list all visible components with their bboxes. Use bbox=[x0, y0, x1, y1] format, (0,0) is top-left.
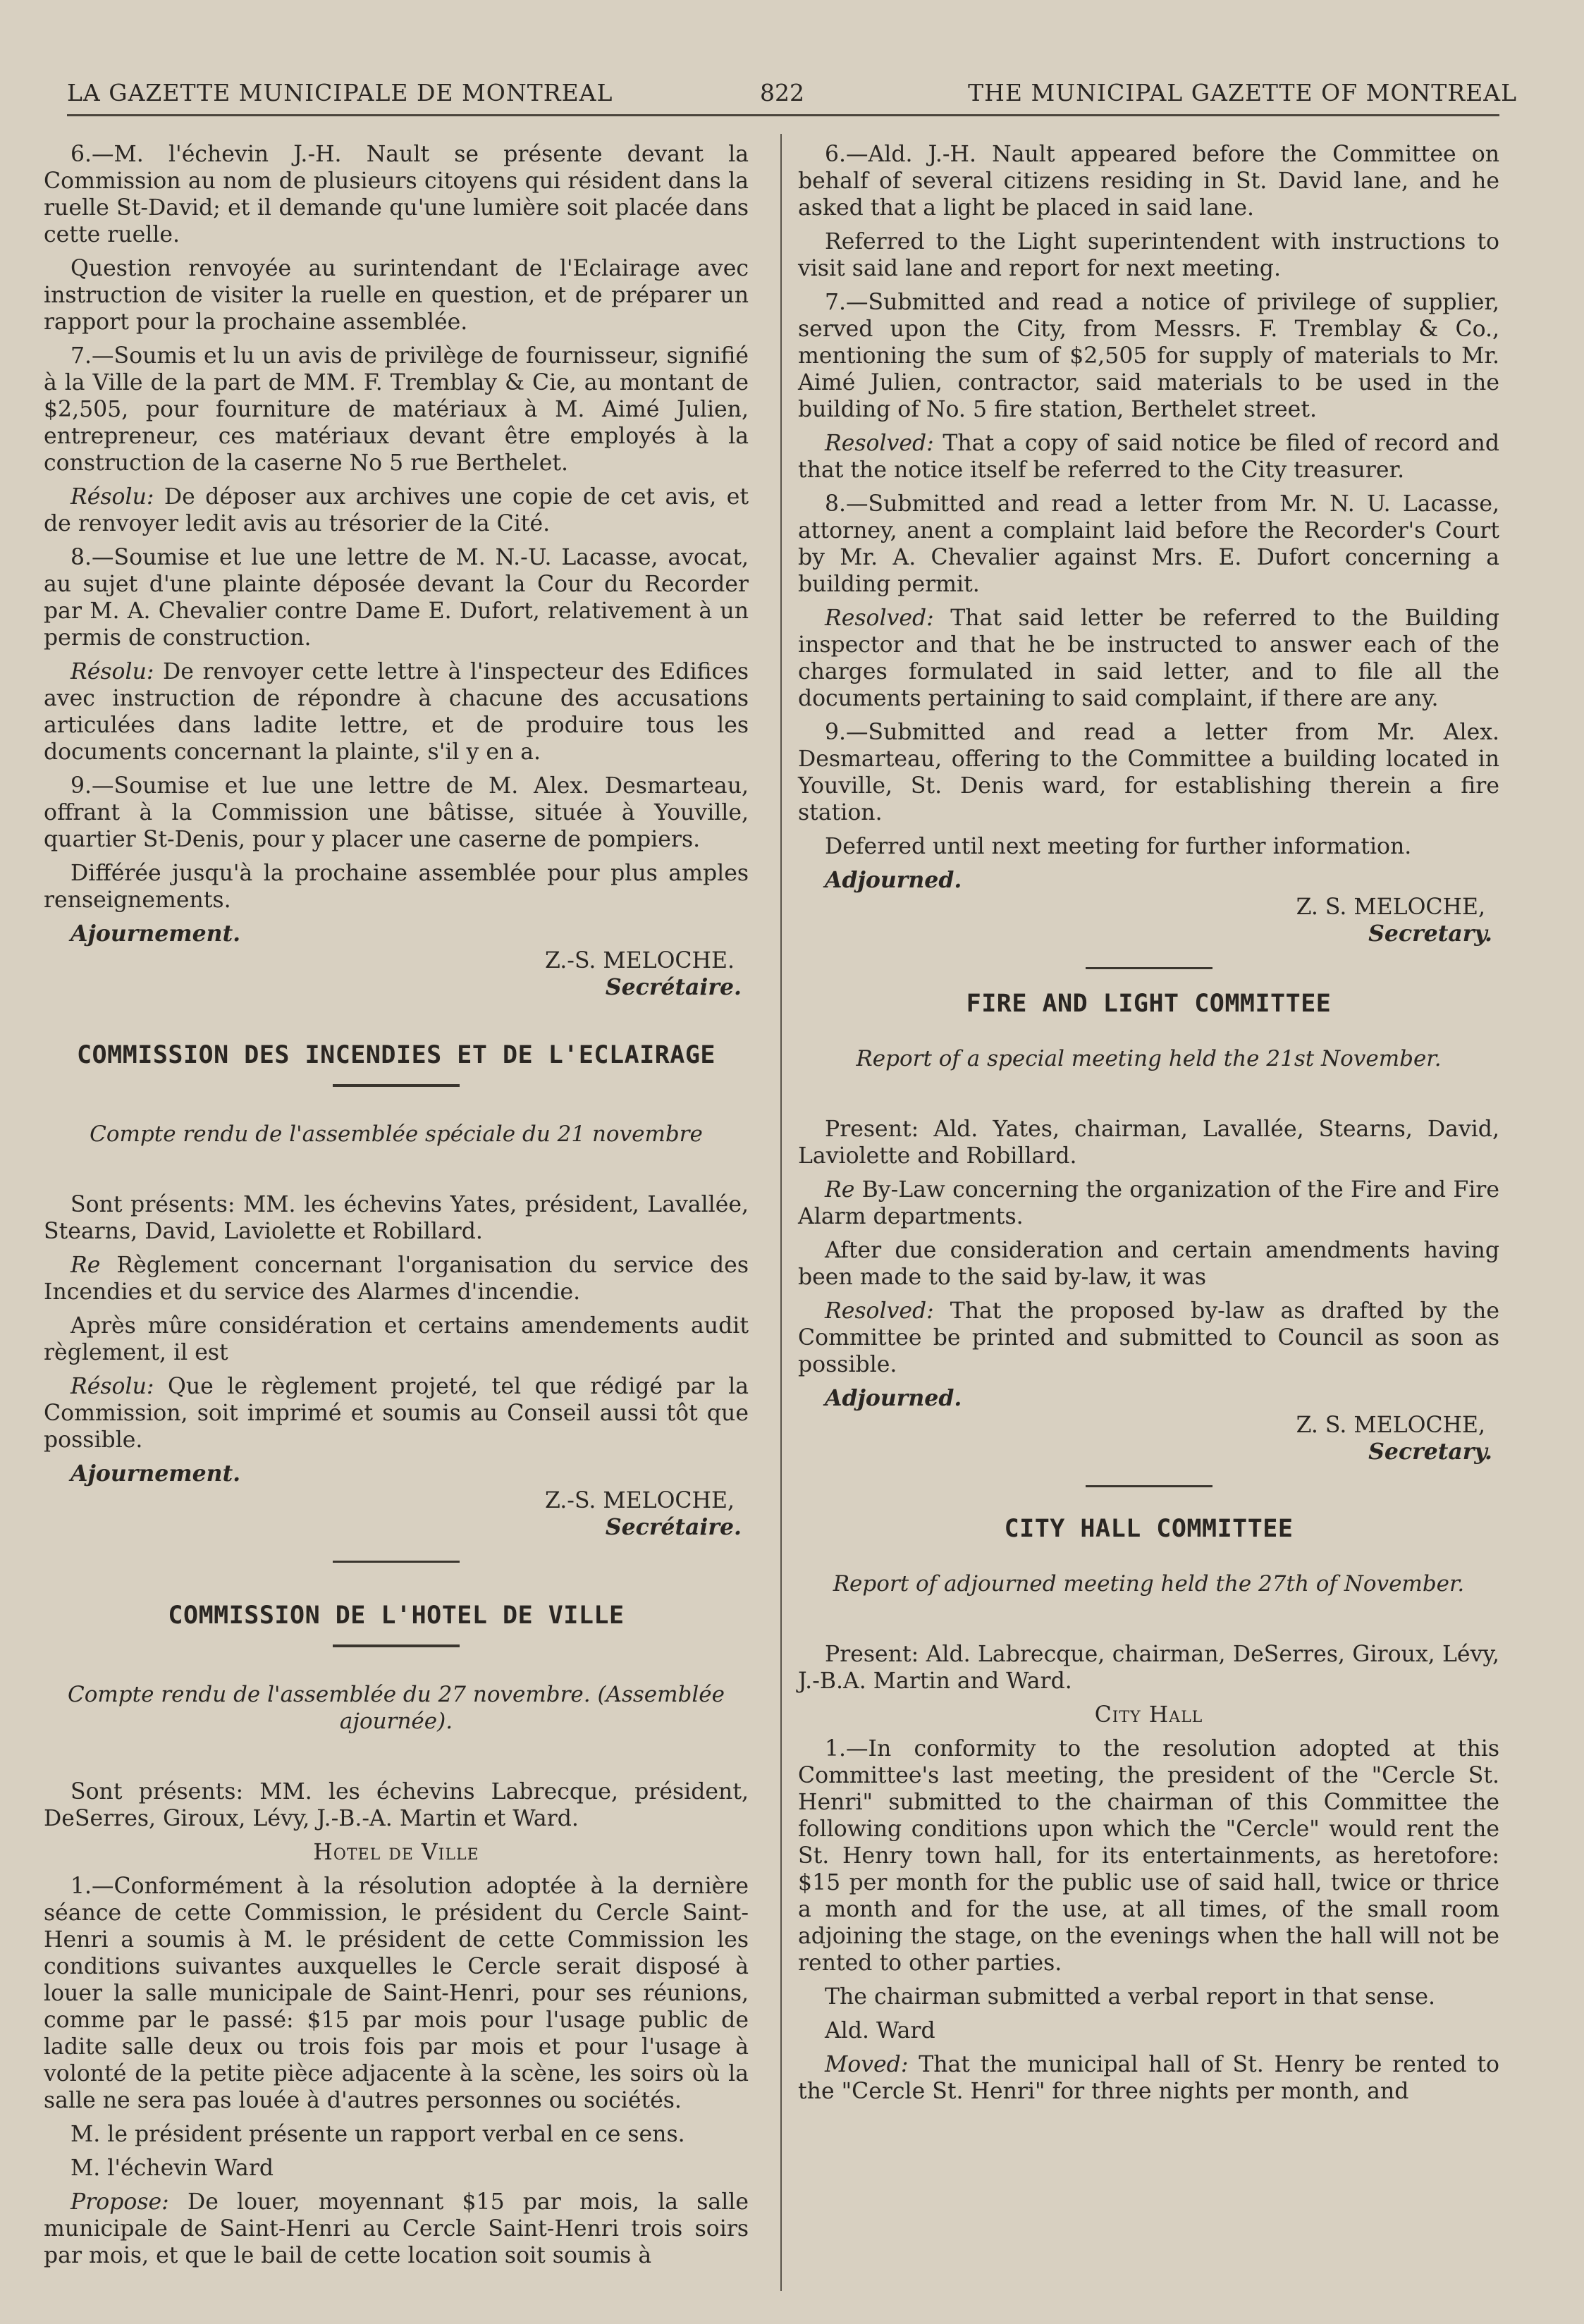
adjournment: Ajournement. bbox=[70, 1461, 241, 1487]
re-label: Re bbox=[70, 1253, 101, 1278]
motion-label: Moved: bbox=[825, 2052, 909, 2077]
paragraph bbox=[798, 430, 1499, 484]
resolution-label: Resolved: bbox=[825, 1298, 934, 1324]
signature-title: Secrétaire. bbox=[605, 974, 742, 1000]
paragraph bbox=[798, 2051, 1499, 2105]
subsection-title: City Hall bbox=[1094, 1702, 1203, 1728]
paragraph bbox=[44, 2189, 749, 2269]
signature-title: Secretary. bbox=[1368, 1439, 1492, 1465]
paragraph: M. l'échevin Ward bbox=[70, 2156, 274, 2181]
paragraph: 7.—Submitted and read a notice of privilege of supplier, served upon the City, from Messrs. F. Tremblay & Co., mentioning the sum of $2,505 for supply of materials to Mr. Aimé Julien, contractor, said materials to be used in the building of No. 5 fire station, Berthelet street. bbox=[798, 290, 1499, 422]
resolution-text: Que le règlement projeté, tel que rédigé par la Commission, soit imprimé et soumis au Conseil aussi tôt que possible. bbox=[44, 1374, 749, 1453]
paragraph: Sont présents: MM. les échevins Yates, président, Lavallée, Stearns, David, Laviolette et Robillard. bbox=[44, 1192, 749, 1244]
paragraph: Deferred until next meeting for further information. bbox=[825, 834, 1412, 859]
resolution-label: Résolu: bbox=[70, 1374, 154, 1399]
header-title-english: THE MUNICIPAL GAZETTE OF MONTREAL bbox=[968, 79, 1517, 106]
paragraph bbox=[798, 1176, 1499, 1230]
re-label: Re bbox=[825, 1177, 855, 1203]
meeting-subheading: Report of adjourned meeting held the 27th of November. bbox=[833, 1571, 1465, 1597]
resolution-label: Résolu: bbox=[70, 484, 154, 510]
section-heading: CITY HALL COMMITTEE bbox=[1004, 1515, 1294, 1543]
paragraph: 8.—Soumise et lue une lettre de M. N.-U. Lacasse, avocat, au sujet d'une plainte déposée devant la Cour du Recorder par M. A. Chevalier contre Dame E. Dufort, relativement à un permis de construction. bbox=[44, 545, 749, 651]
resolution-label: Résolu: bbox=[70, 659, 154, 684]
heading-rule bbox=[333, 1644, 460, 1647]
signature-name: Z.-S. MELOCHE, bbox=[544, 1488, 735, 1513]
paragraph bbox=[44, 484, 749, 537]
column-divider bbox=[780, 134, 782, 2291]
paragraph: 8.—Submitted and read a letter from Mr. N. U. Lacasse, attorney, anent a complaint laid before the Recorder's Court by Mr. A. Chevalier against Mrs. E. Dufort concerning a building permit. bbox=[798, 491, 1499, 597]
paragraph: M. le président présente un rapport verbal en ce sens. bbox=[70, 2122, 685, 2147]
adjournment: Adjourned. bbox=[825, 867, 962, 893]
page-number: 822 bbox=[760, 79, 804, 106]
adjournment: Adjourned. bbox=[825, 1385, 962, 1411]
resolution-text: That said letter be referred to the Building inspector and that he be instructed to answer each of the charges formulated in said letter, and to file all the documents pertaining to said complaint, if there are any. bbox=[798, 605, 1499, 711]
french-column bbox=[44, 141, 749, 2276]
paragraph: 6.—M. l'échevin J.-H. Nault se présente devant la Commission au nom de plusieurs citoyens qui résident dans la ruelle St-David; et il demande qu'une lumière soit placée dans cette ruelle. bbox=[44, 142, 749, 247]
paragraph bbox=[798, 605, 1499, 712]
meeting-subheading: Report of a special meeting held the 21st November. bbox=[856, 1046, 1442, 1071]
resolution-text: De déposer aux archives une copie de cet avis, et de renvoyer ledit avis au trésorier de la Cité. bbox=[44, 484, 749, 536]
paragraph bbox=[798, 1298, 1499, 1378]
meeting-subheading: Compte rendu de l'assemblée spéciale du 21 novembre bbox=[90, 1121, 703, 1147]
resolution-label: Resolved: bbox=[825, 605, 934, 631]
heading-rule bbox=[333, 1084, 460, 1087]
motion-text: De louer, moyennant $15 par mois, la salle municipale de Saint-Henri au Cercle Saint-Henri trois soirs par mois, et que le bail de cette location soit soumis à bbox=[44, 2189, 749, 2268]
paragraph bbox=[44, 658, 749, 766]
re-text: Règlement concernant l'organisation du service des Incendies et du service des Alarmes d'incendie. bbox=[44, 1253, 749, 1305]
paragraph: Referred to the Light superintendent with instructions to visit said lane and report for next meeting. bbox=[798, 229, 1499, 281]
paragraph: 9.—Submitted and read a letter from Mr. Alex. Desmarteau, offering to the Committee a building located in Youville, St. Denis ward, for establishing therein a fire station. bbox=[798, 720, 1499, 825]
paragraph: Present: Ald. Labrecque, chairman, DeSerres, Giroux, Lévy, J.-B.A. Martin and Ward. bbox=[798, 1642, 1499, 1694]
paragraph: The chairman submitted a verbal report in that sense. bbox=[825, 1984, 1436, 2010]
section-heading: COMMISSION DES INCENDIES ET DE L'ECLAIRAGE bbox=[76, 1041, 716, 1069]
subsection-title: Hotel de Ville bbox=[313, 1840, 479, 1865]
signature-name: Z. S. MELOCHE, bbox=[1296, 894, 1485, 920]
paragraph: Present: Ald. Yates, chairman, Lavallée, Stearns, David, Laviolette and Robillard. bbox=[798, 1117, 1499, 1169]
re-text: By-Law concerning the organization of the Fire and Fire Alarm departments. bbox=[798, 1177, 1499, 1229]
paragraph: 6.—Ald. J.-H. Nault appeared before the Committee on behalf of several citizens residing in St. David lane, and he asked that a light be placed in said lane. bbox=[798, 142, 1499, 221]
paragraph: After due consideration and certain amendments having been made to the said by-law, it was bbox=[798, 1238, 1499, 1290]
signature-title: Secrétaire. bbox=[605, 1514, 742, 1540]
paragraph: 1.—Conformément à la résolution adoptée à la dernière séance de cette Commission, le président du Cercle Saint-Henri a soumis à M. le président de cette Commission les conditions suivantes auxquelles le Cercle serait disposé à louer la salle municipale de Saint-Henri, pour ses réunions, comme par le passé: $15 par mois pour l'usage public de ladite salle deux ou trois fois par mois et pour l'usage à volonté de la petite pièce adjacente à la scène, les soirs où la salle ne sera pas louée à d'autres personnes ou sociétés. bbox=[44, 1874, 749, 2113]
resolution-text: That a copy of said notice be filed of record and that the notice itself be referred to the City treasurer. bbox=[798, 431, 1499, 483]
paragraph: 9.—Soumise et lue une lettre de M. Alex. Desmarteau, offrant à la Commission une bâtisse, située à Youville, quartier St-Denis, pour y placer une caserne de pompiers. bbox=[44, 773, 749, 852]
page-header bbox=[67, 79, 1517, 117]
motion-text: That the municipal hall of St. Henry be rented to the "Cercle St. Henri" for three nights per month, and bbox=[798, 2052, 1499, 2104]
resolution-text: De renvoyer cette lettre à l'inspecteur des Edifices avec instruction de répondre à chacune des accusations articulées dans ladite lettre, et de produire tous les documents concernant la plainte, s'il y en a. bbox=[44, 659, 749, 765]
signature-title: Secretary. bbox=[1368, 921, 1492, 947]
paragraph: Ald. Ward bbox=[825, 2018, 935, 2043]
header-rule bbox=[67, 114, 1499, 116]
english-column bbox=[798, 141, 1499, 2112]
adjournment: Ajournement. bbox=[70, 921, 241, 947]
signature-name: Z.-S. MELOCHE. bbox=[544, 948, 735, 973]
paragraph: Question renvoyée au surintendant de l'Eclairage avec instruction de visiter la ruelle en question, et de préparer un rapport pour la prochaine assemblée. bbox=[44, 256, 749, 335]
paragraph: Après mûre considération et certains amendements audit règlement, il est bbox=[44, 1313, 749, 1365]
paragraph: 1.—In conformity to the resolution adopted at this Committee's last meeting, the president of the "Cercle St. Henri" submitted to the chairman of this Committee the following conditions upon which the "Cercle" would rent the St. Henry town hall, for its entertainments, as heretofore: $15 per month for the public use of said hall, twice or thrice a month and for the use, at all times, of the small room adjoining the stage, on the evenings when the hall will not be rented to other parties. bbox=[798, 1736, 1499, 1976]
resolution-label: Resolved: bbox=[825, 431, 934, 456]
section-rule bbox=[1086, 967, 1212, 969]
section-heading: FIRE AND LIGHT COMMITTEE bbox=[966, 990, 1332, 1018]
paragraph: Différée jusqu'à la prochaine assemblée pour plus amples renseignements. bbox=[44, 861, 749, 913]
paragraph: 7.—Soumis et lu un avis de privilège de fournisseur, signifié à la Ville de la part de MM. F. Tremblay & Cie, au montant de $2,505, pour fourniture de matériaux à M. Aimé Julien, entrepreneur, ces matériaux devant être employés à la construction de la caserne No 5 rue Berthelet. bbox=[44, 343, 749, 476]
header-title-french: LA GAZETTE MUNICIPALE DE MONTREAL bbox=[67, 79, 613, 106]
resolution-text: That the proposed by-law as drafted by the Committee be printed and submitted to Council as soon as possible. bbox=[798, 1298, 1499, 1377]
paragraph: Sont présents: MM. les échevins Labrecque, président, DeSerres, Giroux, Lévy, J.-B.-A. Martin et Ward. bbox=[44, 1779, 749, 1831]
section-rule bbox=[333, 1561, 460, 1563]
section-rule bbox=[1086, 1485, 1212, 1487]
paragraph bbox=[44, 1373, 749, 1453]
signature-name: Z. S. MELOCHE, bbox=[1296, 1413, 1485, 1438]
paragraph bbox=[44, 1252, 749, 1305]
section-heading: COMMISSION DE L'HOTEL DE VILLE bbox=[168, 1601, 625, 1630]
meeting-subheading: Compte rendu de l'assemblée du 27 novembre. (Assemblée ajournée). bbox=[68, 1682, 725, 1734]
motion-label: Propose: bbox=[70, 2189, 169, 2215]
